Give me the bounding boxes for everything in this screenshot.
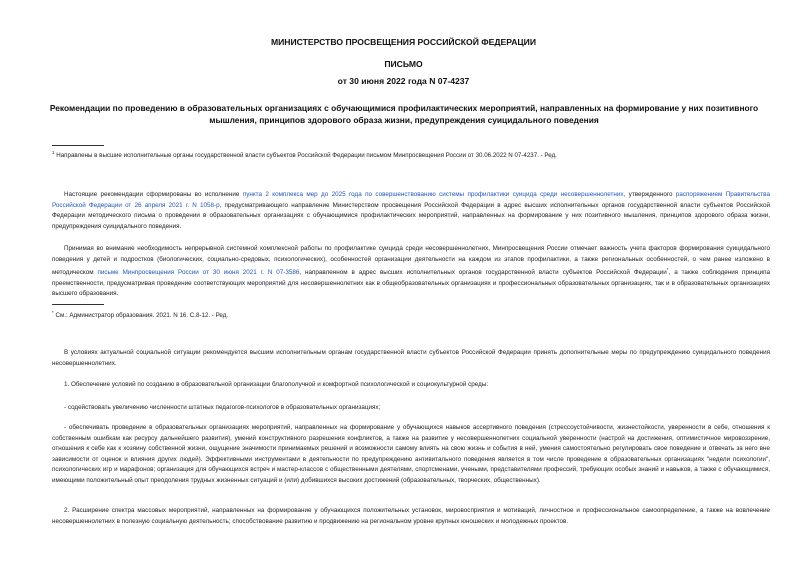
footnote-rule: [52, 145, 104, 146]
paragraph-intro: [52, 190, 770, 232]
link-complex-measures[interactable]: пункта 2 комплекса мер до 2025 года по совершенствованию системы профилактики суицида среди несовершеннолетних: [242, 191, 624, 198]
footnote-text: Направлены в высшие исполнительные органы государственной власти субъектов Российской Федерации письмом Минпросвещения России от 30.06.2022 N 07-4237. - Ред.: [56, 152, 557, 160]
link-government-order[interactable]: распоряжением Правительства Российской Федерации от 26 апреля 2021 г. N 1058-р: [52, 191, 770, 209]
paragraph-text: Настоящие рекомендации сформированы во исполнение: [64, 191, 243, 198]
footnote-text: См.: Администратор образования. 2021. N 16. С.8-12. - Ред.: [55, 312, 229, 320]
paragraph-text: , предусматривающего направление Министерством просвещения Российской Федерации в адрес высших исполнительных органов государственной власти субъектов Российской Федерации методического письма о проведении в образовательных организациях с обучающимися профилактических мероприятий, направленных на формирование у них позитивного мышления, принципов здорового образа жизни, предупреждения суицидального поведения.: [52, 201, 770, 230]
paragraph-item-2: 2. Расширение спектра массовых мероприятий, направленных на формирование у обучающихся положительных установок, мировосприятия и мотиваций, личностное и профессиональное самоопределение, а также на вовлечение несовершеннолетних в полезную социальную деятельность; способствование развитию и продвижению на региональном уровне крупных юношеских и молодежных проектов.: [52, 507, 770, 525]
footnote-mark: 1: [52, 150, 55, 155]
footnote-mark: *: [52, 310, 54, 315]
footnote-mark: *: [666, 267, 669, 273]
ministry-title: МИНИСТЕРСТВО ПРОСВЕЩЕНИЯ РОССИЙСКОЙ ФЕДЕРАЦИИ: [270, 37, 537, 47]
paragraph-text: , утвержденного: [623, 191, 676, 198]
link-ministry-letter[interactable]: письме Минпросвещения России от 30 июня 2021 г. N 07-3586: [97, 269, 300, 277]
document-subject: Рекомендации по проведению в образовательных организациях с обучающимися профилактических мероприятий, направленных на формирование у них позитивного мышления, принципов здорового образа жизни, предупреждения суицидального поведения: [49, 103, 759, 125]
paragraph-current-situation: В условиях актуальной социальной ситуации рекомендуется высшим исполнительным органам государственной власти субъектов Российской Федерации принять дополнительные меры по предупреждению суицидального поведения несовершеннолетних.: [52, 349, 770, 367]
paragraph-item-1: 1. Обеспечение условий по созданию в образовательной организации благополучной и комфортной психологической и социокультурной среды:: [64, 381, 489, 388]
footnote-1: [52, 148, 772, 160]
paragraph-text: Принимая во внимание необходимость непрерывной системной комплексной работы по профилактике суицида среди несовершеннолетних, Минпросвещения России отмечает важность учета факторов формирования суицидального поведения у детей и подростков (биологических, социально-средовых, психологических), особенностей организации деятельности на каждом из этапов профилактики, а также региональных особенностей, о чем ранее изложено в методическом: [52, 245, 770, 277]
paragraph-assertive-behavior: - обеспечивать проведение в образовательных организациях мероприятий, направленных на формирование у обучающихся навыков ассертивного поведения (стрессоустойчивости, жизнестойкости, уверенности в себе, отношения к собственным ошибкам как ресурсу дальнейшего развития), умений конструктивного разрешения конфликтов, а также на развитие у несовершеннолетних социальной уверенности (настрой на достижения, оптимистичное мировоззрение, отношения к себе как к хозяину собственной жизни, ощущение значимости принимаемых решений и возможности самому влиять на свою жизнь и события в ней, умения самостоятельно регулировать свое поведение и отвечать за него вне зависимости от оценок и влияния других людей). Эффективными инструментами в деятельности по предупреждению антивитального поведения является в том числе проведение в образовательных организациях "недели психологии", психологических игр и марафонов; организация для обучающихся встреч и мастер-классов с общественными деятелями, спортсменами, учеными, представителями профессий, требующих особых знаний и навыков, а также с обучающимися, имеющими положительный опыт преодоления трудных жизненных ситуаций и (или) добившихся высоких достижений (образовательных, творческих, общественных).: [52, 424, 770, 484]
paragraph-considering: [52, 244, 770, 300]
paragraph-psychologists: - содействовать увеличению численности штатных педагогов-психологов в образовательных организациях;: [64, 404, 381, 411]
document-date-number: от 30 июня 2022 года N 07-4237: [337, 76, 470, 86]
footnote-rule: [52, 304, 104, 305]
footnote-2: [52, 308, 772, 320]
paragraph-text: , а также соблюдения принципа преемственности, предусматривая проведение соответствующих мероприятий для несовершеннолетних как в общеобразовательных организациях и профессиональных образовательных организациях, так и в образовательных организациях высшего образования.: [52, 269, 770, 298]
document-type: ПИСЬМО: [384, 59, 423, 69]
paragraph-text: , направленном в адрес высших исполнительных органов государственной власти субъектов Российской Федерации: [299, 269, 667, 277]
